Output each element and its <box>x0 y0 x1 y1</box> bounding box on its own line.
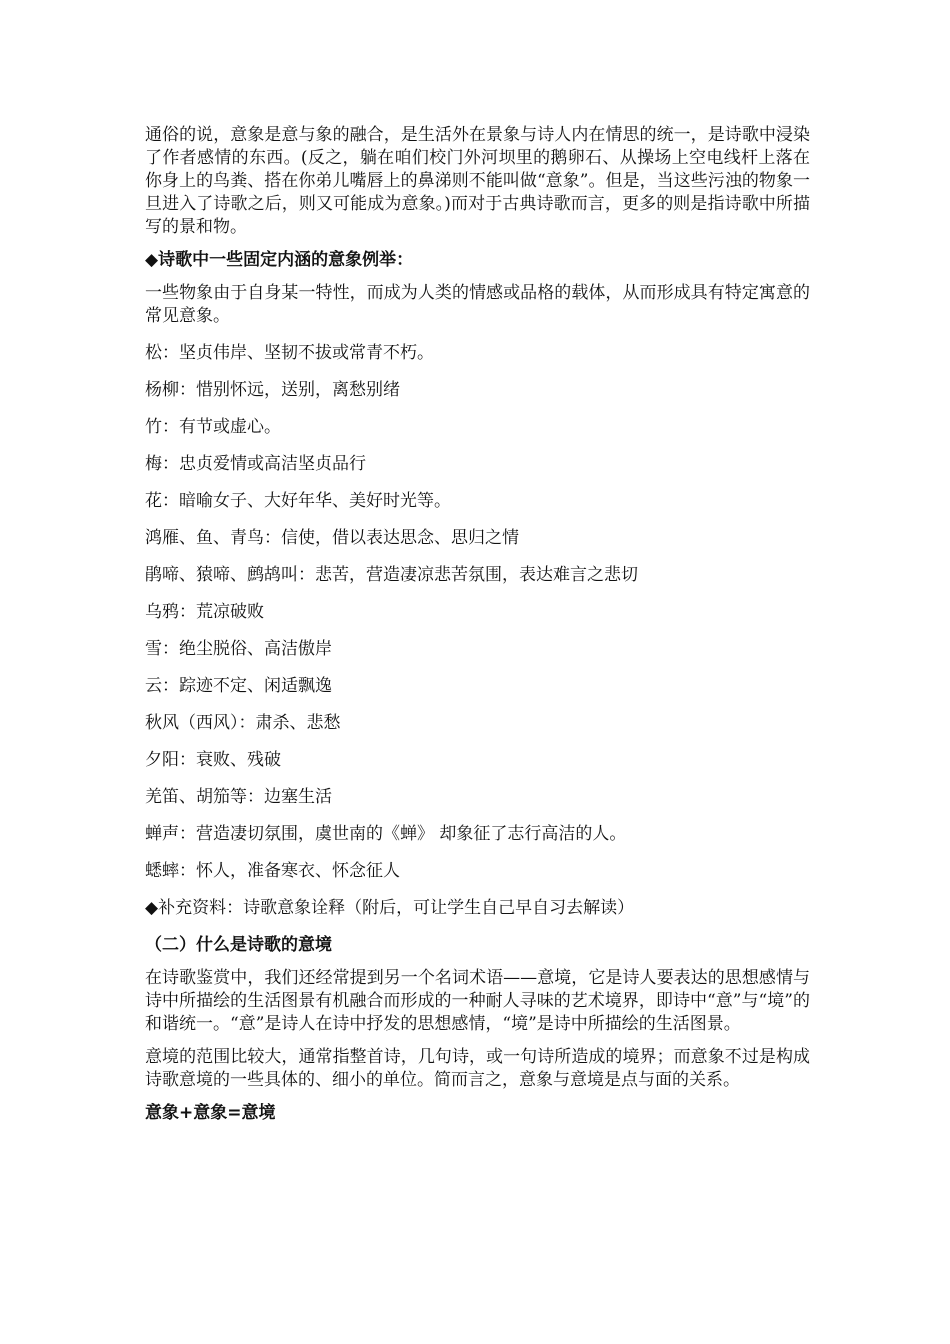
section-heading-fixed-imagery: ◆诗歌中一些固定内涵的意象例举： <box>145 250 414 270</box>
imagery-list <box>145 342 810 883</box>
yijing-paragraph-1: 在诗歌鉴赏中，我们还经常提到另一个名词术语——意境，它是诗人要表达的思想感情与诗中所描绘的生活图景有机融合而形成的一种耐人寻味的艺术境界，即诗中“意”与“境”的和谐统一。“意”是诗人在诗中抒发的思想感情，“境”是诗中所描绘的生活图景。 <box>145 968 810 1034</box>
list-item: 乌鸦：荒凉破败 <box>145 602 264 622</box>
section-heading-yijing: （二）什么是诗歌的意境 <box>145 935 332 955</box>
supplement-note: ◆补充资料：诗歌意象诠释（附后，可让学生自己早自习去解读） <box>145 898 635 918</box>
list-item: 雪：绝尘脱俗、高洁傲岸 <box>145 639 332 659</box>
list-item: 鸿雁、鱼、青鸟：信使，借以表达思念、思归之情 <box>145 528 519 548</box>
list-item: 竹：有节或虚心。 <box>145 417 281 437</box>
document-page <box>145 124 810 1125</box>
list-item: 花：暗喻女子、大好年华、美好时光等。 <box>145 491 451 511</box>
list-item: 蟋蟀：怀人，准备寒衣、怀念征人 <box>145 861 400 881</box>
list-item: 云：踪迹不定、闲适飘逸 <box>145 676 332 696</box>
list-item: 梅：忠贞爱情或高洁坚贞品行 <box>145 454 366 474</box>
list-item: 羌笛、胡笳等：边塞生活 <box>145 787 332 807</box>
list-item: 杨柳：惜别怀远，送别，离愁别绪 <box>145 380 400 400</box>
list-item: 蝉声：营造凄切氛围，虞世南的《蝉》 却象征了志行高洁的人。 <box>145 824 627 844</box>
list-item: 夕阳：衰败、残破 <box>145 750 281 770</box>
list-item: 松：坚贞伟岸、坚韧不拔或常青不朽。 <box>145 343 434 363</box>
list-item: 鹃啼、猿啼、鹧鸪叫：悲苦，营造凄凉悲苦氛围，表达难言之悲切 <box>145 565 638 585</box>
list-item: 秋风（西风）：肃杀、悲愁 <box>145 713 341 733</box>
intro-paragraph: 通俗的说，意象是意与象的融合，是生活外在景象与诗人内在情思的统一，是诗歌中浸染了作者感情的东西。(反之，躺在咱们校门外河坝里的鹅卵石、从操场上空电线杆上落在你身上的鸟粪、搭在你弟儿嘴唇上的鼻涕则不能叫做“意象”。但是，当这些污浊的物象一旦进入了诗歌之后，则又可能成为意象。)而对于古典诗歌而言，更多的则是指诗歌中所描写的景和物。 <box>145 125 810 237</box>
yijing-paragraph-2: 意境的范围比较大，通常指整首诗，几句诗，或一句诗所造成的境界；而意象不过是构成诗歌意境的一些具体的、细小的单位。简而言之，意象与意境是点与面的关系。 <box>145 1047 810 1090</box>
imagery-formula: 意象+意象=意境 <box>145 1103 276 1123</box>
section-lead-paragraph: 一些物象由于自身某一特性，而成为人类的情感或品格的载体，从而形成具有特定寓意的常见意象。 <box>145 283 810 326</box>
